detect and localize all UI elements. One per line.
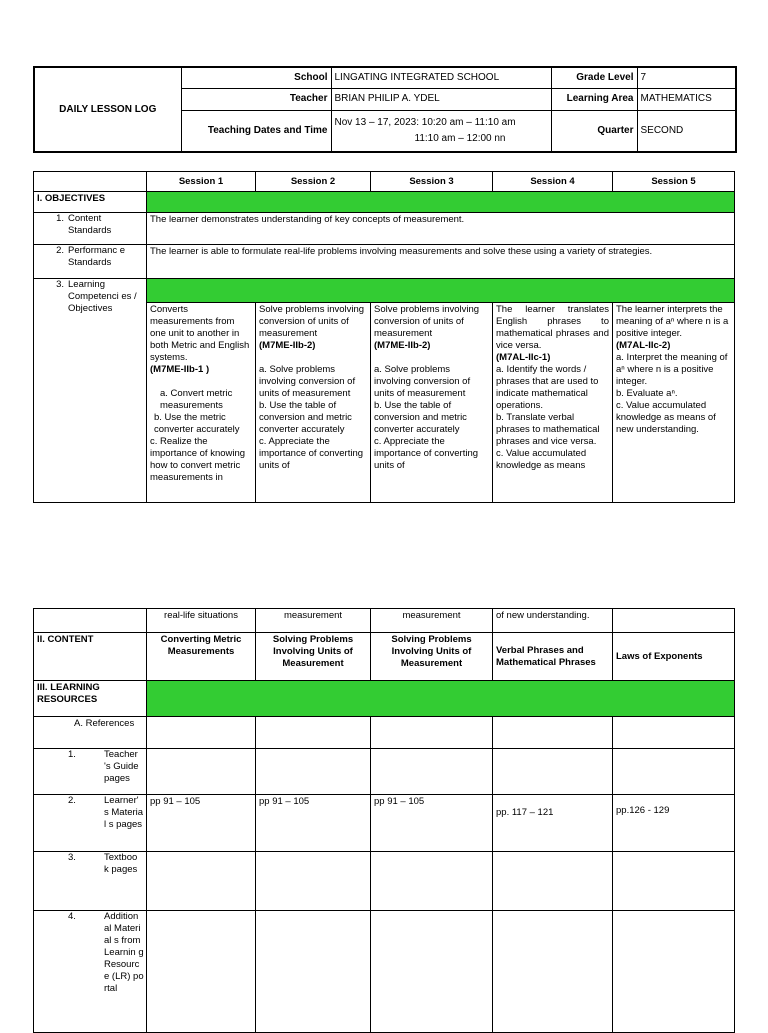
content-session-4: Verbal Phrases and Mathematical Phrases <box>493 633 613 681</box>
dates-line-1: Nov 13 – 17, 2023: 10:20 am – 11:10 am <box>334 116 516 128</box>
tb-s1 <box>147 852 256 911</box>
am-s3 <box>371 911 493 1033</box>
resources-green-bar <box>147 681 735 717</box>
content-standards-label: 1. Content Standards <box>34 213 147 245</box>
lm-session-3: pp 91 – 105 <box>371 795 493 852</box>
competencies-green-bar <box>147 279 735 303</box>
content-session-1: Converting Metric Measurements <box>147 633 256 681</box>
ref-s4 <box>493 717 613 749</box>
continuation-session-3: measurement <box>371 609 493 633</box>
area-label: Learning Area <box>551 89 637 111</box>
lm-session-4: pp. 117 – 121 <box>493 795 613 852</box>
content-standards-text: The learner demonstrates understanding of key concepts of measurement. <box>147 213 735 245</box>
session-2-objectives: Solve problems involving conversion of units of measurement (M7ME-IIb-2) a. Solve problems involving conversion of units of measurement b. Use the table of conversion and metric converter accurately c. Appreciate the importance of converting units of <box>256 303 371 503</box>
session-3-header: Session 3 <box>371 172 493 192</box>
lm-session-1: pp 91 – 105 <box>147 795 256 852</box>
session-3-objectives: Solve problems involving conversion of units of measurement (M7ME-IIb-2) a. Solve problems involving conversion of units of measurement b. Use the table of conversion and metric converter accurately c. Appreciate the importance of converting units of <box>371 303 493 503</box>
additional-materials-label: 4. Addition al Material s from Learnin g Resourc e (LR) portal <box>34 911 147 1033</box>
corner-cell <box>34 172 147 192</box>
quarter-label: Quarter <box>551 110 637 152</box>
continuation-session-5 <box>613 609 735 633</box>
ref-s5 <box>613 717 735 749</box>
session-4-header: Session 4 <box>493 172 613 192</box>
quarter-value: SECOND <box>637 110 736 152</box>
tb-s4 <box>493 852 613 911</box>
grade-value: 7 <box>637 67 736 89</box>
am-s5 <box>613 911 735 1033</box>
dates-line-2: 11:10 am – 12:00 nn <box>414 132 506 144</box>
dates-value <box>331 110 551 152</box>
content-session-5: Laws of Exponents <box>613 633 735 681</box>
session-1-header: Session 1 <box>147 172 256 192</box>
lm-session-5: pp.126 - 129 <box>613 795 735 852</box>
am-s1 <box>147 911 256 1033</box>
session-5-objectives: The learner interprets the meaning of aⁿ where n is a positive integer. (M7AL-IIc-2) a. Interpret the meaning of aⁿ where n is a positive integer. b. Evaluate aⁿ. c. Value accumulated knowledge as means of new understanding. <box>613 303 735 503</box>
dates-label: Teaching Dates and Time <box>181 110 331 152</box>
session-1-objectives: Converts measurements from one unit to another in both Metric and English systems. (M7ME-IIb-1 ) a. Convert metric measurements b. Use the metric converter accurately c. Realize the importance of knowing how to convert metric measurements in <box>147 303 256 503</box>
ref-s3 <box>371 717 493 749</box>
textbook-label: 3. Textboo k pages <box>34 852 147 911</box>
content-session-3: Solving Problems Involving Units of Measurement <box>371 633 493 681</box>
session-4-objectives: The learner translates English phrases to mathematical phrases and vice versa. (M7AL-IIc-1) a. Identify the words / phrases that are used to indicate mathematical operations. b. Translate verbal phrases to mathematical phrases and vice versa. c. Value accumulated knowledge as means <box>493 303 613 503</box>
teacher-label: Teacher <box>181 89 331 111</box>
tg-s4 <box>493 749 613 795</box>
learners-material-label: 2. Learner' s Material s pages <box>34 795 147 852</box>
tg-s5 <box>613 749 735 795</box>
continuation-label-cell <box>34 609 147 633</box>
objectives-table <box>33 171 735 503</box>
content-session-2: Solving Problems Involving Units of Measurement <box>256 633 371 681</box>
tb-s2 <box>256 852 371 911</box>
performance-standards-text: The learner is able to formulate real-life problems involving measurements and solve these using a variety of strategies. <box>147 245 735 279</box>
tb-s5 <box>613 852 735 911</box>
learning-competencies-label: 3. Learning Competenci es / Objectives <box>34 279 147 503</box>
am-s4 <box>493 911 613 1033</box>
tg-s2 <box>256 749 371 795</box>
teachers-guide-label: 1. Teacher 's Guide pages <box>34 749 147 795</box>
lesson-log-title: DAILY LESSON LOG <box>34 67 181 152</box>
session-5-header: Session 5 <box>613 172 735 192</box>
continuation-session-2: measurement <box>256 609 371 633</box>
tg-s3 <box>371 749 493 795</box>
area-value: MATHEMATICS <box>637 89 736 111</box>
content-resources-table <box>33 608 735 1033</box>
content-label: II. CONTENT <box>34 633 147 681</box>
session-2-header: Session 2 <box>256 172 371 192</box>
school-value: LINGATING INTEGRATED SCHOOL <box>331 67 551 89</box>
performance-standards-label: 2. Performanc e Standards <box>34 245 147 279</box>
tb-s3 <box>371 852 493 911</box>
continuation-session-1: real-life situations <box>147 609 256 633</box>
header-table <box>33 66 737 153</box>
objectives-green-bar <box>147 192 735 213</box>
lm-session-2: pp 91 – 105 <box>256 795 371 852</box>
tg-s1 <box>147 749 256 795</box>
school-label: School <box>181 67 331 89</box>
grade-label: Grade Level <box>551 67 637 89</box>
am-s2 <box>256 911 371 1033</box>
ref-s1 <box>147 717 256 749</box>
teacher-value: BRIAN PHILIP A. YDEL <box>331 89 551 111</box>
references-label: A. References <box>34 717 147 749</box>
continuation-session-4: of new understanding. <box>493 609 613 633</box>
resources-label: III. LEARNING RESOURCES <box>34 681 147 717</box>
objectives-label: I. OBJECTIVES <box>34 192 147 213</box>
ref-s2 <box>256 717 371 749</box>
